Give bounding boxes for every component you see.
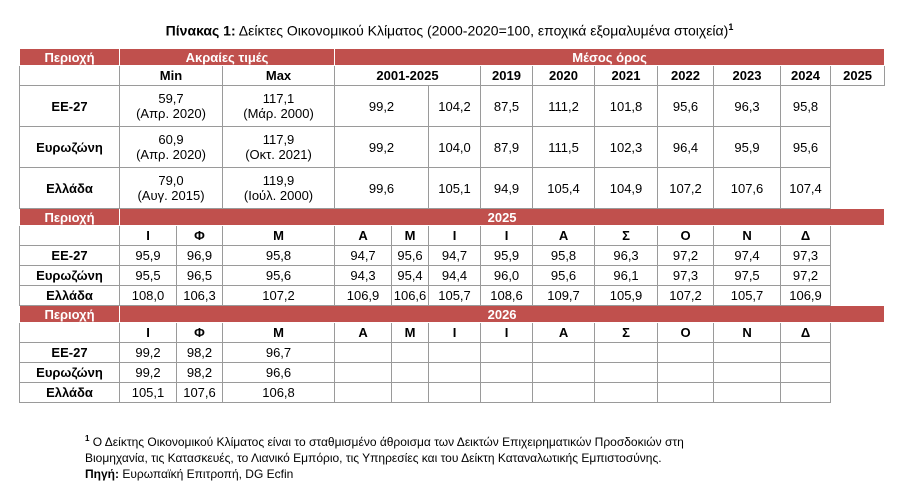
month-header: Ν (714, 323, 781, 343)
month-value-cell (714, 383, 781, 403)
month-value-cell: 105,7 (429, 286, 481, 306)
table-body (20, 49, 885, 403)
max-value: 117,9 (262, 132, 295, 147)
climate-index-table (19, 48, 885, 403)
month-header: Ι (429, 323, 481, 343)
month-value-cell (481, 343, 533, 363)
section_2026-header-row (20, 306, 885, 323)
header-row-columns (20, 66, 885, 86)
max-value: 119,9 (262, 173, 295, 188)
month-header: Σ (595, 226, 658, 246)
month-header: Ο (658, 323, 714, 343)
month-value-cell: 95,4 (392, 266, 429, 286)
table-caption (0, 22, 899, 39)
caption-footnote-mark: 1 (728, 22, 734, 32)
header-year: 2019 (481, 66, 533, 86)
header-year: 2022 (658, 66, 714, 86)
month-value-row (20, 343, 885, 363)
caption-label: Πίνακας 1: (165, 22, 236, 39)
region-label: Ελλάδα (20, 383, 120, 403)
climate-index-table-container (19, 48, 873, 403)
average-value-cell: 104,2 (429, 86, 481, 127)
month-value-cell: 99,2 (120, 363, 177, 383)
months-blank-cell (20, 323, 120, 343)
month-value-cell (481, 363, 533, 383)
month-header: Ι (481, 323, 533, 343)
month-header: Μ (392, 226, 429, 246)
month-header: Φ (177, 226, 223, 246)
month-header: Μ (392, 323, 429, 343)
footnote-line-2: Βιομηχανία, τις Κατασκευές, το Λιανικό Εμπόριο, τις Υπηρεσίες και του Δείκτη Καταναλωτικής Εμπιστοσύνης. (85, 451, 662, 465)
average-value-cell: 87,9 (481, 127, 533, 168)
header-year: 2021 (595, 66, 658, 86)
month-value-cell: 94,7 (335, 246, 392, 266)
month-value-cell: 107,2 (223, 286, 335, 306)
min-value: 79,0 (158, 173, 184, 188)
max-date: (Μάρ. 2000) (243, 106, 314, 121)
month-value-cell (595, 363, 658, 383)
average-value-cell: 111,2 (533, 86, 595, 127)
month-header: Α (533, 323, 595, 343)
header-region: Περιοχή (20, 49, 120, 66)
section_2025-months-row (20, 226, 885, 246)
month-header: Α (335, 323, 392, 343)
month-value-cell: 106,3 (177, 286, 223, 306)
month-value-row (20, 383, 885, 403)
average-value-cell: 95,9 (714, 127, 781, 168)
header-extremes: Ακραίες τιμές (120, 49, 335, 66)
month-value-cell: 96,6 (223, 363, 335, 383)
month-header: Δ (781, 226, 831, 246)
month-value-cell (781, 343, 831, 363)
months-blank-cell (20, 226, 120, 246)
average-value-cell: 107,6 (714, 168, 781, 209)
month-value-cell: 105,1 (120, 383, 177, 403)
month-value-cell: 96,1 (595, 266, 658, 286)
average-value-cell: 111,5 (533, 127, 595, 168)
month-value-cell: 107,6 (177, 383, 223, 403)
month-value-cell (595, 343, 658, 363)
average-value-cell: 96,3 (714, 86, 781, 127)
month-value-cell (481, 383, 533, 403)
month-value-cell (781, 363, 831, 383)
month-header: Ν (714, 226, 781, 246)
month-value-row (20, 246, 885, 266)
average-value-cell: 99,2 (335, 127, 429, 168)
region-label: Ευρωζώνη (20, 363, 120, 383)
month-header: Α (533, 226, 595, 246)
month-value-cell: 95,9 (481, 246, 533, 266)
max-date: (Ιούλ. 2000) (243, 188, 314, 203)
average-value-cell: 87,5 (481, 86, 533, 127)
region-label: Ευρωζώνη (20, 127, 120, 168)
month-header: Σ (595, 323, 658, 343)
month-value-cell (335, 383, 392, 403)
month-value-cell: 96,3 (595, 246, 658, 266)
average-value-cell: 95,8 (781, 86, 831, 127)
footnote-line-1 (85, 431, 684, 450)
month-value-cell (392, 383, 429, 403)
section-region-header: Περιοχή (20, 209, 120, 226)
month-value-cell: 94,7 (429, 246, 481, 266)
max-cell (223, 127, 335, 168)
month-value-cell: 109,7 (533, 286, 595, 306)
section-year-header: 2025 (120, 209, 885, 226)
min-date: (Απρ. 2020) (136, 106, 206, 121)
month-header: Ι (120, 323, 177, 343)
max-value: 117,1 (262, 91, 295, 106)
header-row-groups (20, 49, 885, 66)
month-value-cell: 97,2 (781, 266, 831, 286)
section_2025-header-row (20, 209, 885, 226)
month-header: Φ (177, 323, 223, 343)
section-year-header: 2026 (120, 306, 885, 323)
month-value-cell: 106,9 (781, 286, 831, 306)
month-value-cell: 96,0 (481, 266, 533, 286)
summary-row (20, 168, 885, 209)
month-value-cell: 96,9 (177, 246, 223, 266)
summary-row (20, 127, 885, 168)
month-value-cell (533, 343, 595, 363)
average-value-cell: 94,9 (481, 168, 533, 209)
month-value-cell: 95,9 (120, 246, 177, 266)
month-value-cell (658, 383, 714, 403)
table-notes (85, 431, 684, 482)
header-year: 2025 (831, 66, 885, 86)
region-label: Ελλάδα (20, 168, 120, 209)
month-value-cell (595, 383, 658, 403)
month-value-cell: 94,3 (335, 266, 392, 286)
header-year: 2023 (714, 66, 781, 86)
min-date: (Αυγ. 2015) (137, 188, 205, 203)
month-value-cell (335, 343, 392, 363)
footnote-mark: 1 (85, 434, 90, 443)
month-value-cell: 97,4 (714, 246, 781, 266)
min-date: (Απρ. 2020) (136, 147, 206, 162)
month-header: Α (335, 226, 392, 246)
month-header: Μ (223, 226, 335, 246)
month-value-cell (533, 383, 595, 403)
month-header: Ι (481, 226, 533, 246)
month-value-cell: 96,5 (177, 266, 223, 286)
min-cell (120, 127, 223, 168)
header-min: Min (120, 66, 223, 86)
average-value-cell: 99,2 (335, 86, 429, 127)
month-value-cell (714, 343, 781, 363)
average-value-cell: 95,6 (781, 127, 831, 168)
month-value-cell: 95,5 (120, 266, 177, 286)
footnote-text-1: Ο Δείκτης Οικονομικού Κλίματος είναι το σταθμισμένο άθροισμα των Δεικτών Επιχειρηματικών Προσδοκιών στη (89, 435, 684, 449)
month-value-cell: 94,4 (429, 266, 481, 286)
month-value-cell (533, 363, 595, 383)
source-label: Πηγή: (85, 467, 119, 481)
month-value-cell: 97,3 (781, 246, 831, 266)
month-value-cell: 108,0 (120, 286, 177, 306)
average-value-cell: 99,6 (335, 168, 429, 209)
month-value-cell (781, 383, 831, 403)
month-header: Μ (223, 323, 335, 343)
summary-row (20, 86, 885, 127)
average-value-cell: 105,4 (533, 168, 595, 209)
month-value-cell (392, 363, 429, 383)
month-value-cell: 106,9 (335, 286, 392, 306)
month-header: Ι (120, 226, 177, 246)
month-value-cell: 98,2 (177, 343, 223, 363)
month-header: Ο (658, 226, 714, 246)
month-value-row (20, 363, 885, 383)
month-value-cell: 105,9 (595, 286, 658, 306)
max-cell (223, 168, 335, 209)
month-value-cell: 95,6 (223, 266, 335, 286)
month-value-cell (335, 363, 392, 383)
max-date: (Οκτ. 2021) (245, 147, 312, 162)
month-value-cell: 106,6 (392, 286, 429, 306)
month-value-cell: 107,2 (658, 286, 714, 306)
month-value-cell: 95,8 (533, 246, 595, 266)
month-value-cell: 99,2 (120, 343, 177, 363)
average-value-cell: 107,4 (781, 168, 831, 209)
month-value-cell (714, 363, 781, 383)
average-value-cell: 107,2 (658, 168, 714, 209)
month-value-cell: 108,6 (481, 286, 533, 306)
caption-text: Δείκτες Οικονομικού Κλίματος (2000-2020=100, εποχικά εξομαλυμένα στοιχεία) (235, 22, 729, 39)
min-value: 60,9 (158, 132, 184, 147)
section_2026-months-row (20, 323, 885, 343)
average-value-cell: 102,3 (595, 127, 658, 168)
header-year: 2024 (781, 66, 831, 86)
month-header: Δ (781, 323, 831, 343)
month-value-cell (392, 343, 429, 363)
month-value-cell: 95,6 (392, 246, 429, 266)
month-value-cell: 95,8 (223, 246, 335, 266)
average-value-cell: 104,0 (429, 127, 481, 168)
section-region-header: Περιοχή (20, 306, 120, 323)
average-value-cell: 101,8 (595, 86, 658, 127)
month-value-cell (429, 363, 481, 383)
region-label: Ευρωζώνη (20, 266, 120, 286)
month-value-cell: 105,7 (714, 286, 781, 306)
source-line (85, 466, 684, 482)
header-blank-cell (20, 66, 120, 86)
max-cell (223, 86, 335, 127)
month-value-cell: 97,2 (658, 246, 714, 266)
month-value-cell: 97,5 (714, 266, 781, 286)
header-year: 2020 (533, 66, 595, 86)
region-label: ΕΕ-27 (20, 86, 120, 127)
average-value-cell: 105,1 (429, 168, 481, 209)
region-label: ΕΕ-27 (20, 343, 120, 363)
month-value-cell: 96,7 (223, 343, 335, 363)
average-value-cell: 96,4 (658, 127, 714, 168)
min-cell (120, 168, 223, 209)
month-value-cell: 95,6 (533, 266, 595, 286)
source-text: Ευρωπαϊκή Επιτροπή, DG Ecfin (119, 467, 294, 481)
month-value-cell: 97,3 (658, 266, 714, 286)
header-year: 2001-2025 (335, 66, 481, 86)
min-value: 59,7 (158, 91, 184, 106)
month-value-row (20, 286, 885, 306)
header-max: Max (223, 66, 335, 86)
month-header: Ι (429, 226, 481, 246)
header-average: Μέσος όρος (335, 49, 885, 66)
month-value-cell (429, 383, 481, 403)
region-label: ΕΕ-27 (20, 246, 120, 266)
average-value-cell: 95,6 (658, 86, 714, 127)
month-value-cell (658, 363, 714, 383)
region-label: Ελλάδα (20, 286, 120, 306)
average-value-cell: 104,9 (595, 168, 658, 209)
month-value-cell: 106,8 (223, 383, 335, 403)
month-value-row (20, 266, 885, 286)
month-value-cell: 98,2 (177, 363, 223, 383)
month-value-cell (429, 343, 481, 363)
min-cell (120, 86, 223, 127)
month-value-cell (658, 343, 714, 363)
